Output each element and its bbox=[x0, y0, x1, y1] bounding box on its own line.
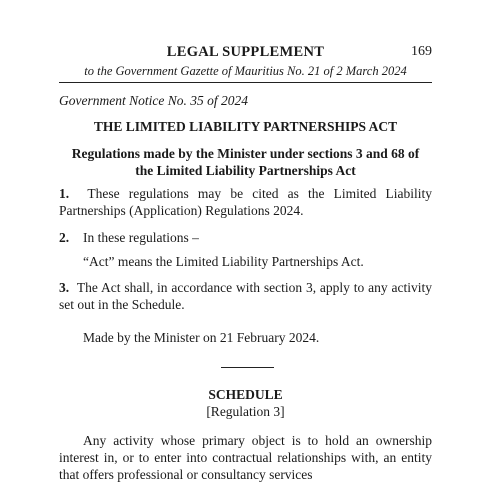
section-divider bbox=[221, 367, 274, 368]
schedule-line: interest in, or to enter into contractual relationships with, an entity bbox=[59, 450, 432, 465]
paragraph-text: The Act shall, in accordance with section 3, apply to any activity bbox=[76, 280, 432, 295]
schedule-title: SCHEDULE bbox=[208, 387, 283, 402]
government-notice: Government Notice No. 35 of 2024 bbox=[59, 93, 248, 108]
gazette-subtitle: to the Government Gazette of Mauritius No. 21 of 2 March 2024 bbox=[84, 64, 407, 78]
schedule-line: Any activity whose primary object is to hold an ownership bbox=[83, 433, 432, 448]
paragraph-number: 2. bbox=[59, 230, 70, 245]
paragraph-text: These regulations may be cited as the Limited Liability bbox=[87, 186, 432, 201]
paragraph-text: Partnerships (Application) Regulations 2024. bbox=[59, 203, 304, 218]
page-number: 169 bbox=[411, 44, 432, 59]
act-definition: “Act” means the Limited Liability Partnerships Act. bbox=[83, 254, 364, 269]
header-rule bbox=[59, 82, 432, 83]
regulations-heading-line2: the Limited Liability Partnerships Act bbox=[135, 163, 356, 178]
paragraph-number: 3. bbox=[59, 280, 70, 295]
paragraph-2 bbox=[59, 229, 432, 246]
gazette-page bbox=[59, 0, 432, 480]
schedule-reference: [Regulation 3] bbox=[206, 404, 285, 419]
supplement-title: LEGAL SUPPLEMENT bbox=[166, 44, 325, 60]
paragraph-3 bbox=[59, 279, 432, 313]
made-by-statement: Made by the Minister on 21 February 2024. bbox=[83, 330, 320, 345]
schedule-paragraph bbox=[59, 432, 432, 483]
regulations-heading-line1: Regulations made by the Minister under sections 3 and 68 of bbox=[71, 146, 420, 161]
act-title: THE LIMITED LIABILITY PARTNERSHIPS ACT bbox=[93, 119, 398, 134]
paragraph-text: set out in the Schedule. bbox=[59, 297, 185, 312]
paragraph-1 bbox=[59, 185, 432, 219]
schedule-line: that offers professional or consultancy services bbox=[59, 467, 313, 482]
paragraph-text: In these regulations – bbox=[83, 230, 199, 245]
paragraph-number: 1. bbox=[59, 186, 70, 201]
regulations-heading bbox=[59, 145, 432, 179]
